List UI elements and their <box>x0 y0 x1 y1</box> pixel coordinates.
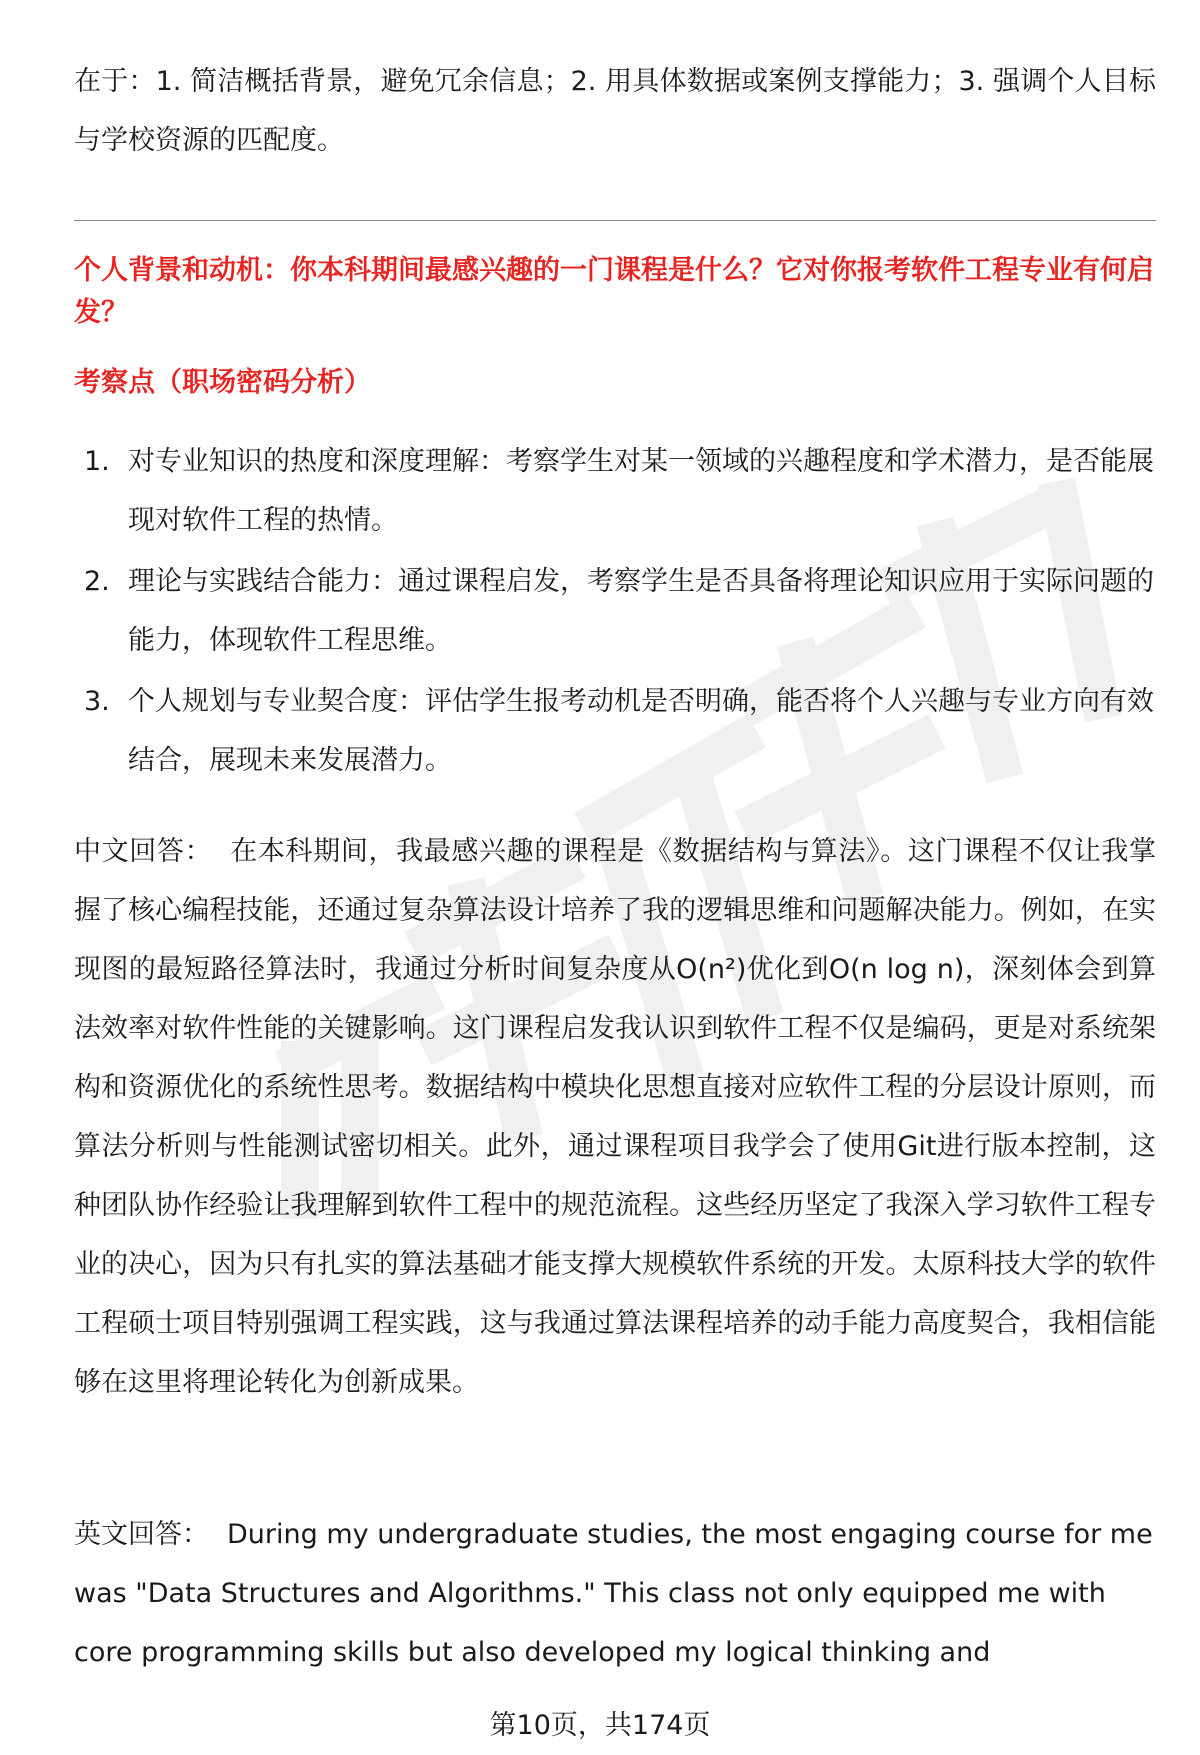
chinese-answer-label: 中文回答： <box>74 836 213 867</box>
list-item-text: 理论与实践结合能力：通过课程启发，考察学生是否具备将理论知识应用于实际问题的能力，体现软件工程思维。 <box>128 566 1154 656</box>
list-item-number: 2. <box>84 566 110 597</box>
list-item-number: 3. <box>84 686 110 717</box>
list-item-text: 对专业知识的热度和深度理解：考察学生对某一领域的兴趣程度和学术潜力，是否能展现对软件工程的热情。 <box>128 446 1154 536</box>
list-item <box>74 552 1156 670</box>
english-answer-label: 英文回答： <box>74 1519 209 1550</box>
page-number-footer: 第10页，共174页 <box>489 1710 711 1741</box>
question-heading: 个人背景和动机：你本科期间最感兴趣的一门课程是什么？它对你报考软件工程专业有何启发？ <box>74 255 1154 328</box>
list-item <box>74 672 1156 790</box>
list-item-text: 个人规划与专业契合度：评估学生报考动机是否明确，能否将个人兴趣与专业方向有效结合，展现未来发展潜力。 <box>128 686 1154 776</box>
list-item <box>74 432 1156 550</box>
intro-tail-paragraph: 在于：1. 简洁概括背景，避免冗余信息；2. 用具体数据或案例支撑能力；3. 强调个人目标与学校资源的匹配度。 <box>74 66 1156 156</box>
list-item-number: 1. <box>84 446 110 477</box>
english-answer-paragraph <box>74 1505 1156 1682</box>
chinese-answer-paragraph <box>74 822 1156 1412</box>
examination-points-heading: 考察点（职场密码分析） <box>74 367 371 398</box>
examination-points-list <box>74 432 1156 792</box>
chinese-answer-text: 在本科期间，我最感兴趣的课程是《数据结构与算法》。这门课程不仅让我掌握了核心编程技能，还通过复杂算法设计培养了我的逻辑思维和问题解决能力。例如，在实现图的最短路径算法时，我通过分析时间复杂度从O(n²)优化到O(n log n)，深刻体会到算法效率对软件性能的关键影响。这门课程启发我认识到软件工程不仅是编码，更是对系统架构和资源优化的系统性思考。数据结构中模块化思想直接对应软件工程的分层设计原则，而算法分析则与性能测试密切相关。此外，通过课程项目我学会了使用Git进行版本控制，这种团队协作经验让我理解到软件工程中的规范流程。这些经历坚定了我深入学习软件工程专业的决心，因为只有扎实的算法基础才能支撑大规模软件系统的开发。太原科技大学的软件工程硕士项目特别强调工程实践，这与我通过算法课程培养的动手能力高度契合，我相信能够在这里将理论转化为创新成果。 <box>74 836 1157 1398</box>
english-answer-text: During my undergraduate studies, the most engaging course for me was "Data Structures and Algorithms." This class not only equipped me with core programming skills but also developed my logical thinking and <box>74 1519 1153 1668</box>
section-divider <box>74 220 1156 221</box>
